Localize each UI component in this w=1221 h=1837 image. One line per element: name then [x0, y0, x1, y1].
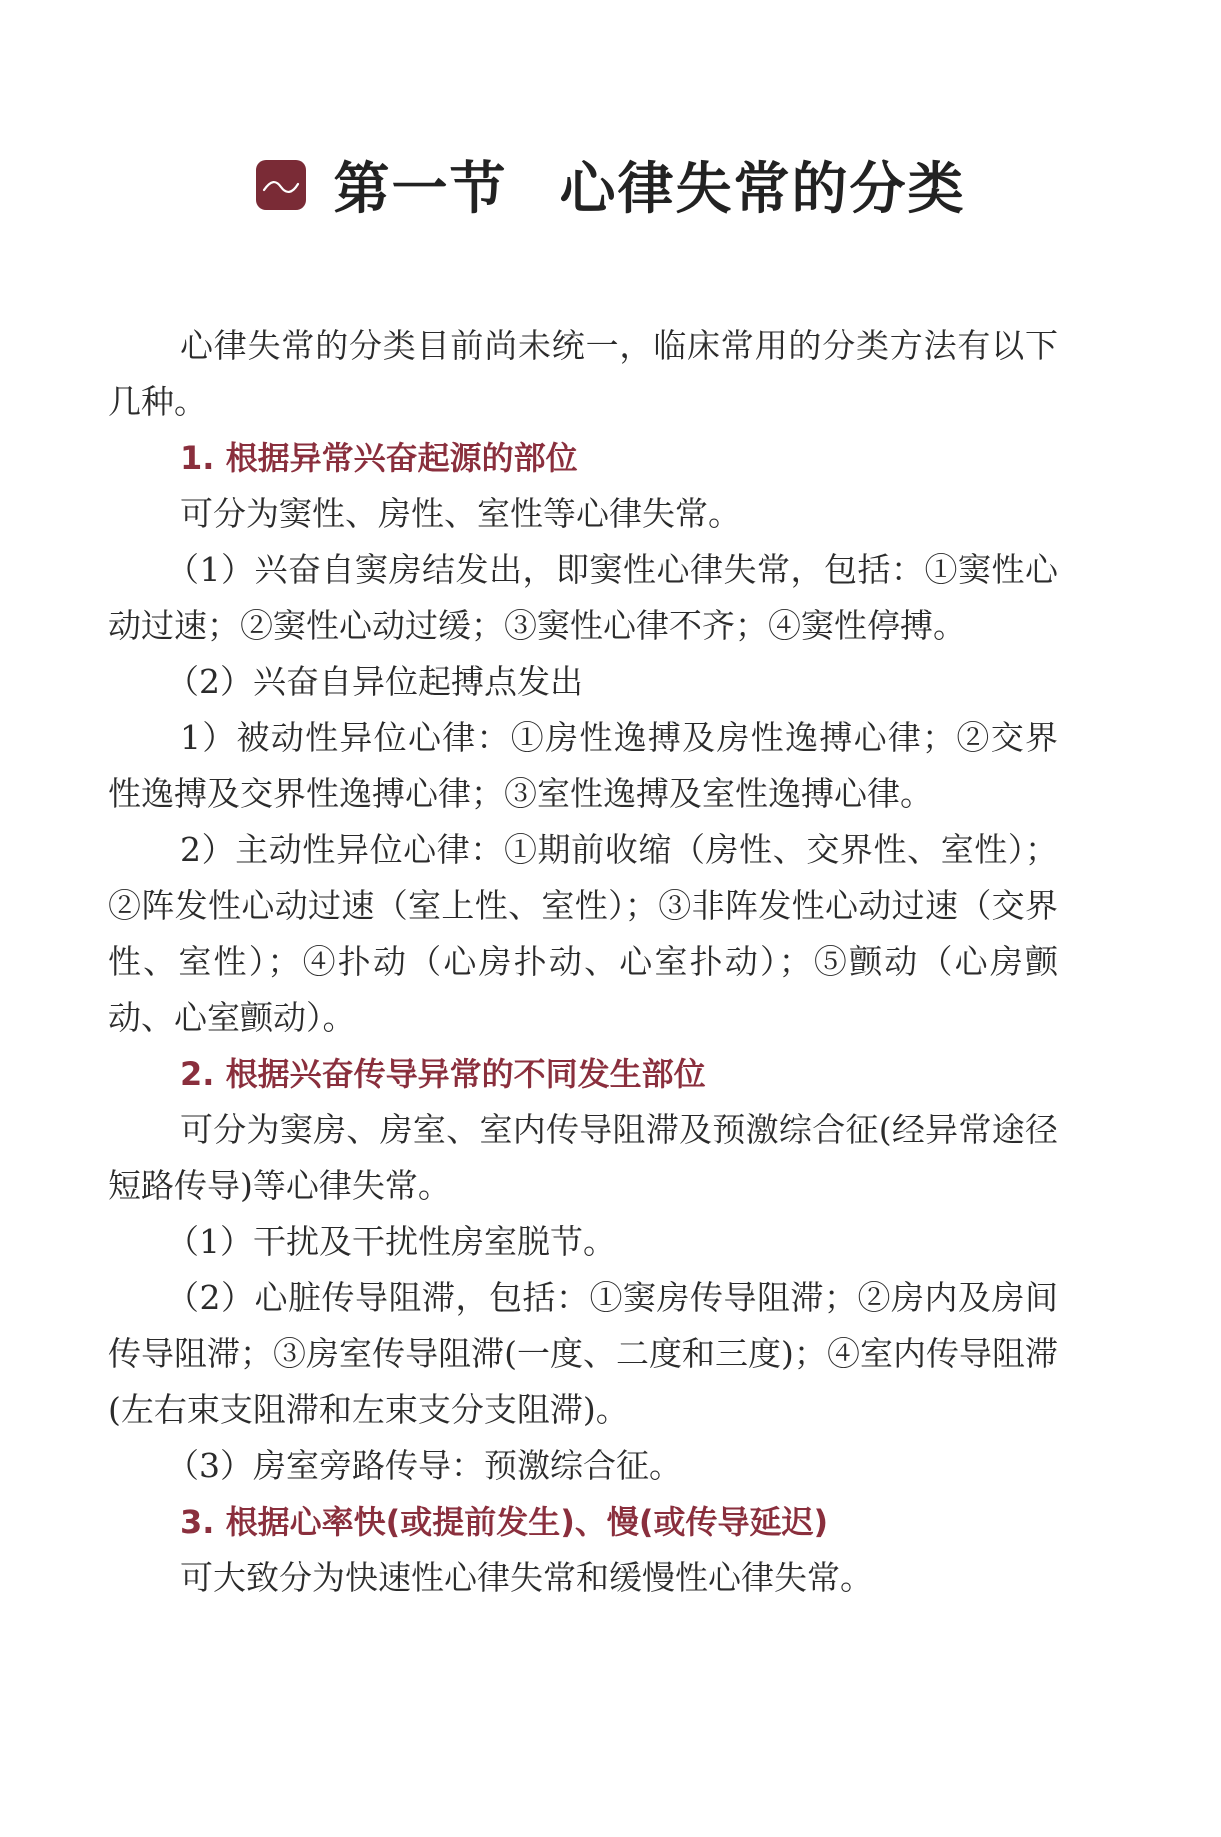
paragraph-2-2: （2）心脏传导阻滞，包括：①窦房传导阻滞；②房内及房间传导阻滞；③房室传导阻滞(一度、二度和三度)；④室内传导阻滞(左右束支阻滞和左束支分支阻滞)。 [108, 1278, 1058, 1429]
intro-paragraph: 心律失常的分类目前尚未统一，临床常用的分类方法有以下几种。 [108, 326, 1058, 421]
title-text: 心律失常的分类 [559, 156, 966, 222]
heading-2: 2. 根据兴奋传导异常的不同发生部位 [180, 1055, 706, 1093]
heartbeat-icon [256, 160, 306, 210]
section-title [0, 145, 1221, 225]
heading-3: 3. 根据心率快(或提前发生)、慢(或传导延迟) [180, 1503, 829, 1541]
paragraph-1-1: （1）兴奋自窦房结发出，即窦性心律失常，包括：①窦性心动过速；②窦性心动过缓；③窦性心律不齐；④窦性停搏。 [108, 550, 1058, 645]
paragraph-2-1: （1）干扰及干扰性房室脱节。 [166, 1222, 616, 1261]
paragraph-2: 可分为窦房、房室、室内传导阻滞及预激综合征(经异常途径短路传导)等心律失常。 [108, 1110, 1058, 1205]
paragraph-1-2: （2）兴奋自异位起搏点发出 [166, 662, 583, 701]
title-section-number: 第一节 [333, 156, 508, 222]
paragraph-1-2-1: 1）被动性异位心律：①房性逸搏及房性逸搏心律；②交界性逸搏及交界性逸搏心律；③室性逸搏及室性逸搏心律。 [108, 718, 1058, 813]
body-text [108, 318, 1058, 1606]
paragraph-2-3: （3）房室旁路传导：预激综合征。 [166, 1446, 682, 1485]
paragraph-1-2-2: 2）主动性异位心律：①期前收缩（房性、交界性、室性）；②阵发性心动过速（室上性、室性）；③非阵发性心动过速（交界性、室性）；④扑动（心房扑动、心室扑动）；⑤颤动（心房颤动、心室颤动）。 [108, 830, 1058, 1037]
paragraph-3: 可大致分为快速性心律失常和缓慢性心律失常。 [180, 1558, 873, 1597]
paragraph-1: 可分为窦性、房性、室性等心律失常。 [180, 494, 741, 533]
heading-1: 1. 根据异常兴奋起源的部位 [180, 439, 578, 477]
